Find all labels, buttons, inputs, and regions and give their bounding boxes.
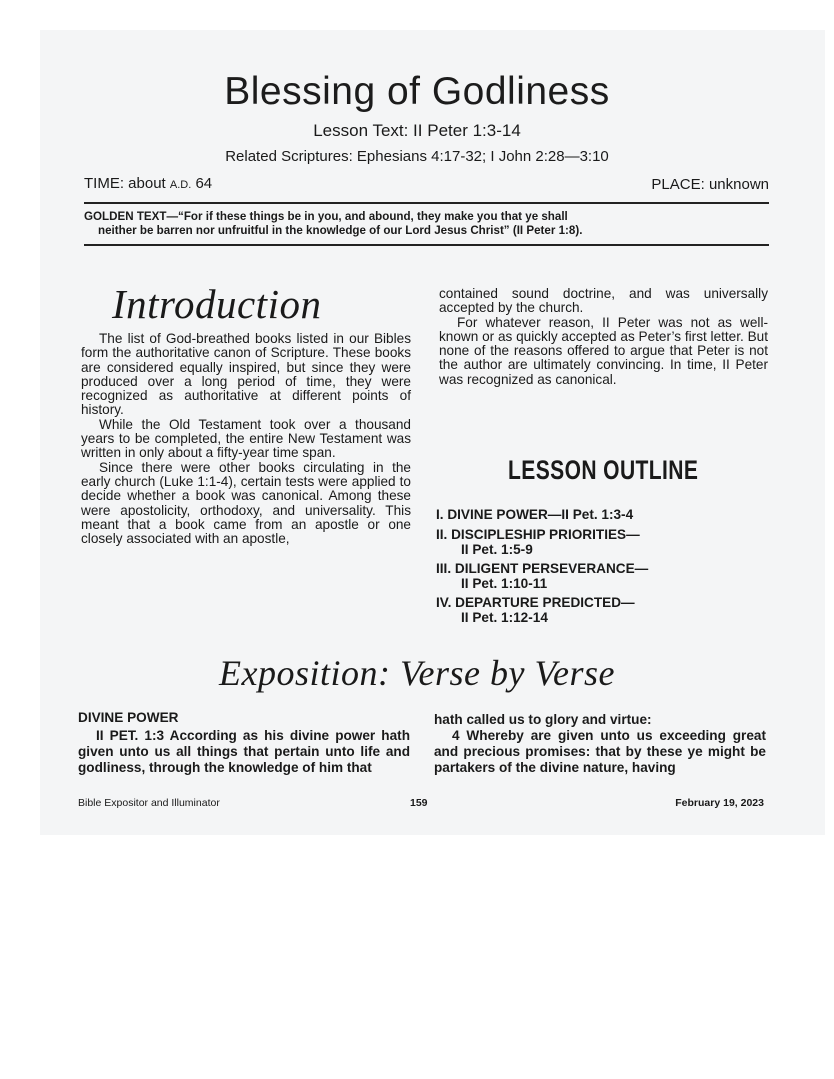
footer-date: February 19, 2023 — [675, 797, 764, 809]
introduction-heading: Introduction — [112, 281, 322, 327]
golden-text-top-rule — [84, 202, 769, 204]
place-info: PLACE: unknown — [651, 176, 769, 193]
outline-item — [436, 595, 635, 625]
outline-item-title: II. DISCIPLESHIP PRIORITIES— — [436, 527, 640, 542]
time-info — [84, 175, 212, 192]
golden-text-line-2: neither be barren nor unfruitful in the knowledge of our Lord Jesus Christ” (II Peter 1:8). — [98, 224, 583, 237]
outline-item-title: IV. DEPARTURE PREDICTED— — [436, 595, 635, 610]
intro-paragraph-continued: contained sound doctrine, and was universally accepted by the church. — [439, 286, 768, 316]
intro-paragraph: For whatever reason, II Peter was not as well-known or as quickly accepted as Peter’s first letter. But none of the reasons offered to argue that Peter is not the author are ultimately convincing. In time, II Peter was recognized as canonical. — [439, 314, 768, 387]
verse-text: II PET. 1:3 According as his divine power hath given unto us all things that pertain unto life and godliness, through the knowledge of him that — [78, 728, 410, 775]
time-label: TIME: about — [84, 175, 166, 192]
introduction-left-column — [81, 332, 411, 546]
outline-item-ref: II Pet. 1:10-11 — [461, 576, 548, 591]
footer-page-number: 159 — [410, 797, 428, 809]
time-year: 64 — [195, 175, 213, 192]
intro-paragraph: Since there were other books circulating in the early church (Luke 1:1-4), certain tests were applied to decide whether a book was canonical. Among these were apostolicity, orthodoxy, and universality. This meant that a book came from an apostle or one closely associated with an apostle, — [81, 459, 411, 547]
introduction-right-column — [439, 287, 768, 387]
golden-text-bottom-rule — [84, 244, 769, 246]
exposition-subheading: DIVINE POWER — [78, 710, 179, 725]
exposition-heading: Exposition: Verse by Verse — [219, 653, 615, 693]
intro-paragraph: While the Old Testament took over a thousand years to be completed, the entire New Testament was written in only about a fifty-year time span. — [81, 416, 411, 461]
outline-item-title: I. DIVINE POWER—II Pet. 1:3-4 — [436, 507, 634, 522]
time-era: A.D. — [169, 179, 192, 191]
page-title: Blessing of Godliness — [224, 70, 610, 113]
outline-item — [436, 561, 648, 591]
footer-publication: Bible Expositor and Illuminator — [78, 797, 220, 809]
exposition-left-column — [78, 710, 410, 776]
exposition-right-column — [434, 712, 766, 776]
outline-item-title: III. DILIGENT PERSEVERANCE— — [436, 561, 649, 576]
verse-text-continued: hath called us to glory and virtue: — [434, 712, 652, 727]
lesson-text-reference: Lesson Text: II Peter 1:3-14 — [313, 121, 521, 140]
lesson-outline-heading: LESSON OUTLINE — [508, 455, 699, 485]
related-scriptures: Related Scriptures: Ephesians 4:17-32; I John 2:28—3:10 — [225, 148, 609, 165]
outline-item — [436, 507, 633, 522]
golden-text — [84, 210, 774, 238]
outline-item — [436, 527, 640, 557]
outline-item-ref: II Pet. 1:5-9 — [461, 542, 533, 557]
verse-text: 4 Whereby are given unto us exceeding great and precious promises: that by these ye might be partakers of the divine nature, having — [434, 728, 766, 775]
outline-item-ref: II Pet. 1:12-14 — [461, 610, 548, 625]
golden-text-line-1: GOLDEN TEXT—“For if these things be in you, and abound, they make you that ye shall — [84, 210, 568, 223]
intro-paragraph: The list of God-breathed books listed in our Bibles form the authoritative canon of Scripture. These books are considered equally inspired, but since they were produced over a long period of time, they were recognized as authoritative at different points of history. — [81, 331, 411, 418]
